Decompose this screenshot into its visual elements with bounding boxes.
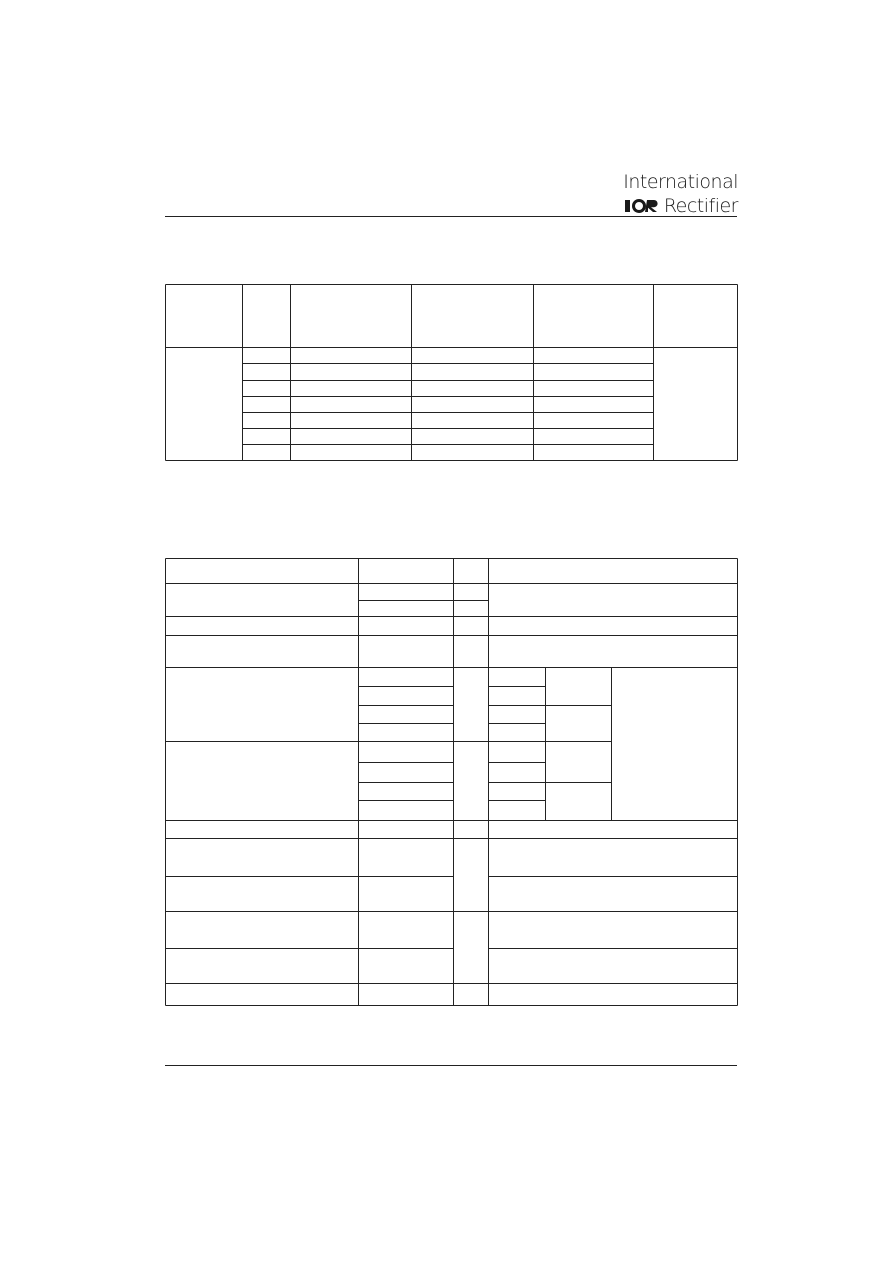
brand-name-line2: Rectifier bbox=[663, 195, 738, 217]
ior-logo-icon bbox=[625, 199, 661, 213]
footer-rule bbox=[165, 1065, 737, 1066]
brand-logo bbox=[578, 170, 738, 218]
header-rule bbox=[165, 216, 737, 217]
brand-name-row bbox=[578, 194, 738, 218]
upper-table bbox=[165, 284, 738, 461]
brand-name-line1: International bbox=[623, 171, 738, 193]
lower-table bbox=[165, 558, 738, 1006]
